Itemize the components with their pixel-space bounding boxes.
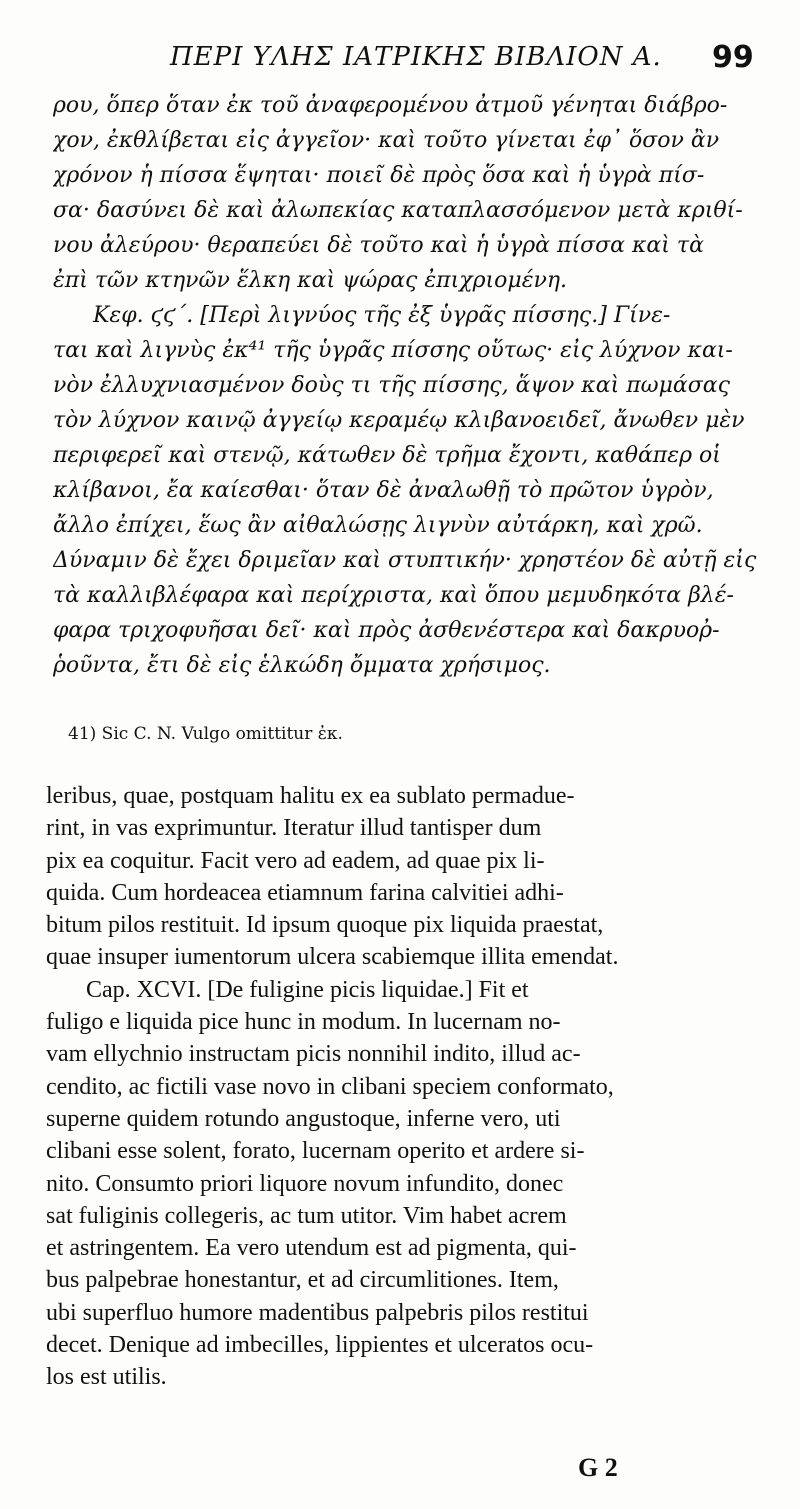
page-number: 99: [712, 40, 754, 75]
latin-line: clibani esse solent, forato, lucernam operito et ardere si-: [46, 1138, 585, 1165]
greek-line: τὸν λύχνον καινῷ ἀγγείῳ κεραμέῳ κλιβανοειδεῖ, ἄνωθεν μὲν: [53, 408, 745, 433]
latin-chapter-heading-line: Cap. XCVI. [De fuligine picis liquidae.] Fit et: [86, 976, 529, 1003]
latin-line: superne quidem rotundo angustoque, inferne vero, uti: [46, 1105, 561, 1132]
latin-line: cendito, ac fictili vase novo in clibani speciem conformato,: [46, 1073, 614, 1100]
latin-line: bus palpebrae honestantur, et ad circumlitiones. Item,: [46, 1267, 559, 1294]
greek-line: ται καὶ λιγνὺς ἐκ⁴¹ τῆς ὑγρᾶς πίσσης οὕτως· εἰς λύχνον και-: [53, 338, 733, 363]
greek-line: χον, ἐκθλίβεται εἰς ἀγγεῖον· καὶ τοῦτο γίνεται ἐφ᾽ ὅσον ἂν: [53, 128, 720, 153]
greek-line: περιφερεῖ καὶ στενῷ, κάτωθεν δὲ τρῆμα ἔχοντι, καθάπερ οἱ: [53, 443, 721, 468]
greek-line: κλίβανοι, ἔα καίεσθαι· ὅταν δὲ ἀναλωθῇ τὸ πρῶτον ὑγρὸν,: [53, 478, 714, 503]
latin-line: nito. Consumto priori liquore novum infundito, donec: [46, 1170, 564, 1197]
greek-line: σα· δασύνει δὲ καὶ ἀλωπεκίας καταπλασσόμενον μετὰ κριθί-: [53, 198, 743, 223]
greek-line: ρου, ὅπερ ὅταν ἐκ τοῦ ἀναφερομένου ἀτμοῦ γένηται διάβρο-: [53, 93, 728, 118]
latin-line: quida. Cum hordeacea etiamnum farina calvitiei adhi-: [46, 879, 564, 906]
latin-line: quae insuper iumentorum ulcera scabiemque illita emendat.: [46, 944, 619, 971]
footnote: 41) Sic C. N. Vulgo omittitur ἐκ.: [68, 724, 343, 744]
latin-line: rint, in vas exprimuntur. Iteratur illud tantisper dum: [46, 815, 542, 842]
greek-line: χρόνον ἡ πίσσα ἕψηται· ποιεῖ δὲ πρὸς ὅσα καὶ ἡ ὑγρὰ πίσ-: [53, 163, 705, 188]
latin-line: fuligo e liquida pice hunc in modum. In lucernam no-: [46, 1009, 561, 1036]
greek-line: φαρα τριχοφυῆσαι δεῖ· καὶ πρὸς ἀσθενέστερα καὶ δακρυοῤ-: [53, 618, 720, 643]
running-title: ΠΕΡΙ ΥΛΗΣ ΙΑΤΡΙΚΗΣ ΒΙΒΛΙΟΝ Α.: [170, 42, 662, 72]
latin-line: et astringentem. Ea vero utendum est ad pigmenta, qui-: [46, 1235, 577, 1262]
greek-line: τὰ καλλιβλέφαρα καὶ περίχριστα, καὶ ὅπου μεμυδηκότα βλέ-: [53, 583, 734, 608]
latin-text-block: [46, 780, 766, 1394]
greek-text-block: [53, 88, 758, 683]
latin-line: ubi superfluo humore madentibus palpebris pilos restitui: [46, 1299, 589, 1326]
latin-line: bitum pilos restituit. Id ipsum quoque pix liquida praestat,: [46, 912, 604, 939]
greek-chapter-heading-line: Κεφ. ϛϛ΄. [Περὶ λιγνύος τῆς ἐξ ὑγρᾶς πίσσης.] Γίνε-: [93, 303, 671, 328]
latin-line: los est utilis.: [46, 1364, 167, 1391]
greek-line: νου ἀλεύρου· θεραπεύει δὲ τοῦτο καὶ ἡ ὑγρὰ πίσσα καὶ τὰ: [53, 233, 704, 258]
latin-line: vam ellychnio instructam picis nonnihil indito, illud ac-: [46, 1041, 581, 1068]
latin-line: leribus, quae, postquam halitu ex ea sublato permadue-: [46, 783, 575, 809]
greek-line: Δύναμιν δὲ ἔχει δριμεῖαν καὶ στυπτικήν· χρηστέον δὲ αὐτῇ εἰς: [53, 548, 757, 573]
latin-line: sat fuliginis collegeris, ac tum utitor. Vim habet acrem: [46, 1202, 567, 1229]
signature-mark: G 2: [578, 1453, 618, 1482]
latin-line: decet. Denique ad imbecilles, lippientes et ulceratos ocu-: [46, 1332, 594, 1359]
greek-line: ἄλλο ἐπίχει, ἕως ἂν αἰθαλώσῃς λιγνὺν αὐτάρκη, καὶ χρῶ.: [53, 513, 703, 538]
greek-line: ῥοῦντα, ἔτι δὲ εἰς ἑλκώδη ὄμματα χρήσιμος.: [53, 653, 551, 678]
greek-line: ἐπὶ τῶν κτηνῶν ἕλκη καὶ ψώρας ἐπιχριομένη.: [53, 268, 568, 293]
greek-line: νὸν ἐλλυχνιασμένον δοὺς τι τῆς πίσσης, ἅψον καὶ πωμάσας: [53, 373, 730, 398]
latin-line: pix ea coquitur. Facit vero ad eadem, ad quae pix li-: [46, 847, 545, 874]
